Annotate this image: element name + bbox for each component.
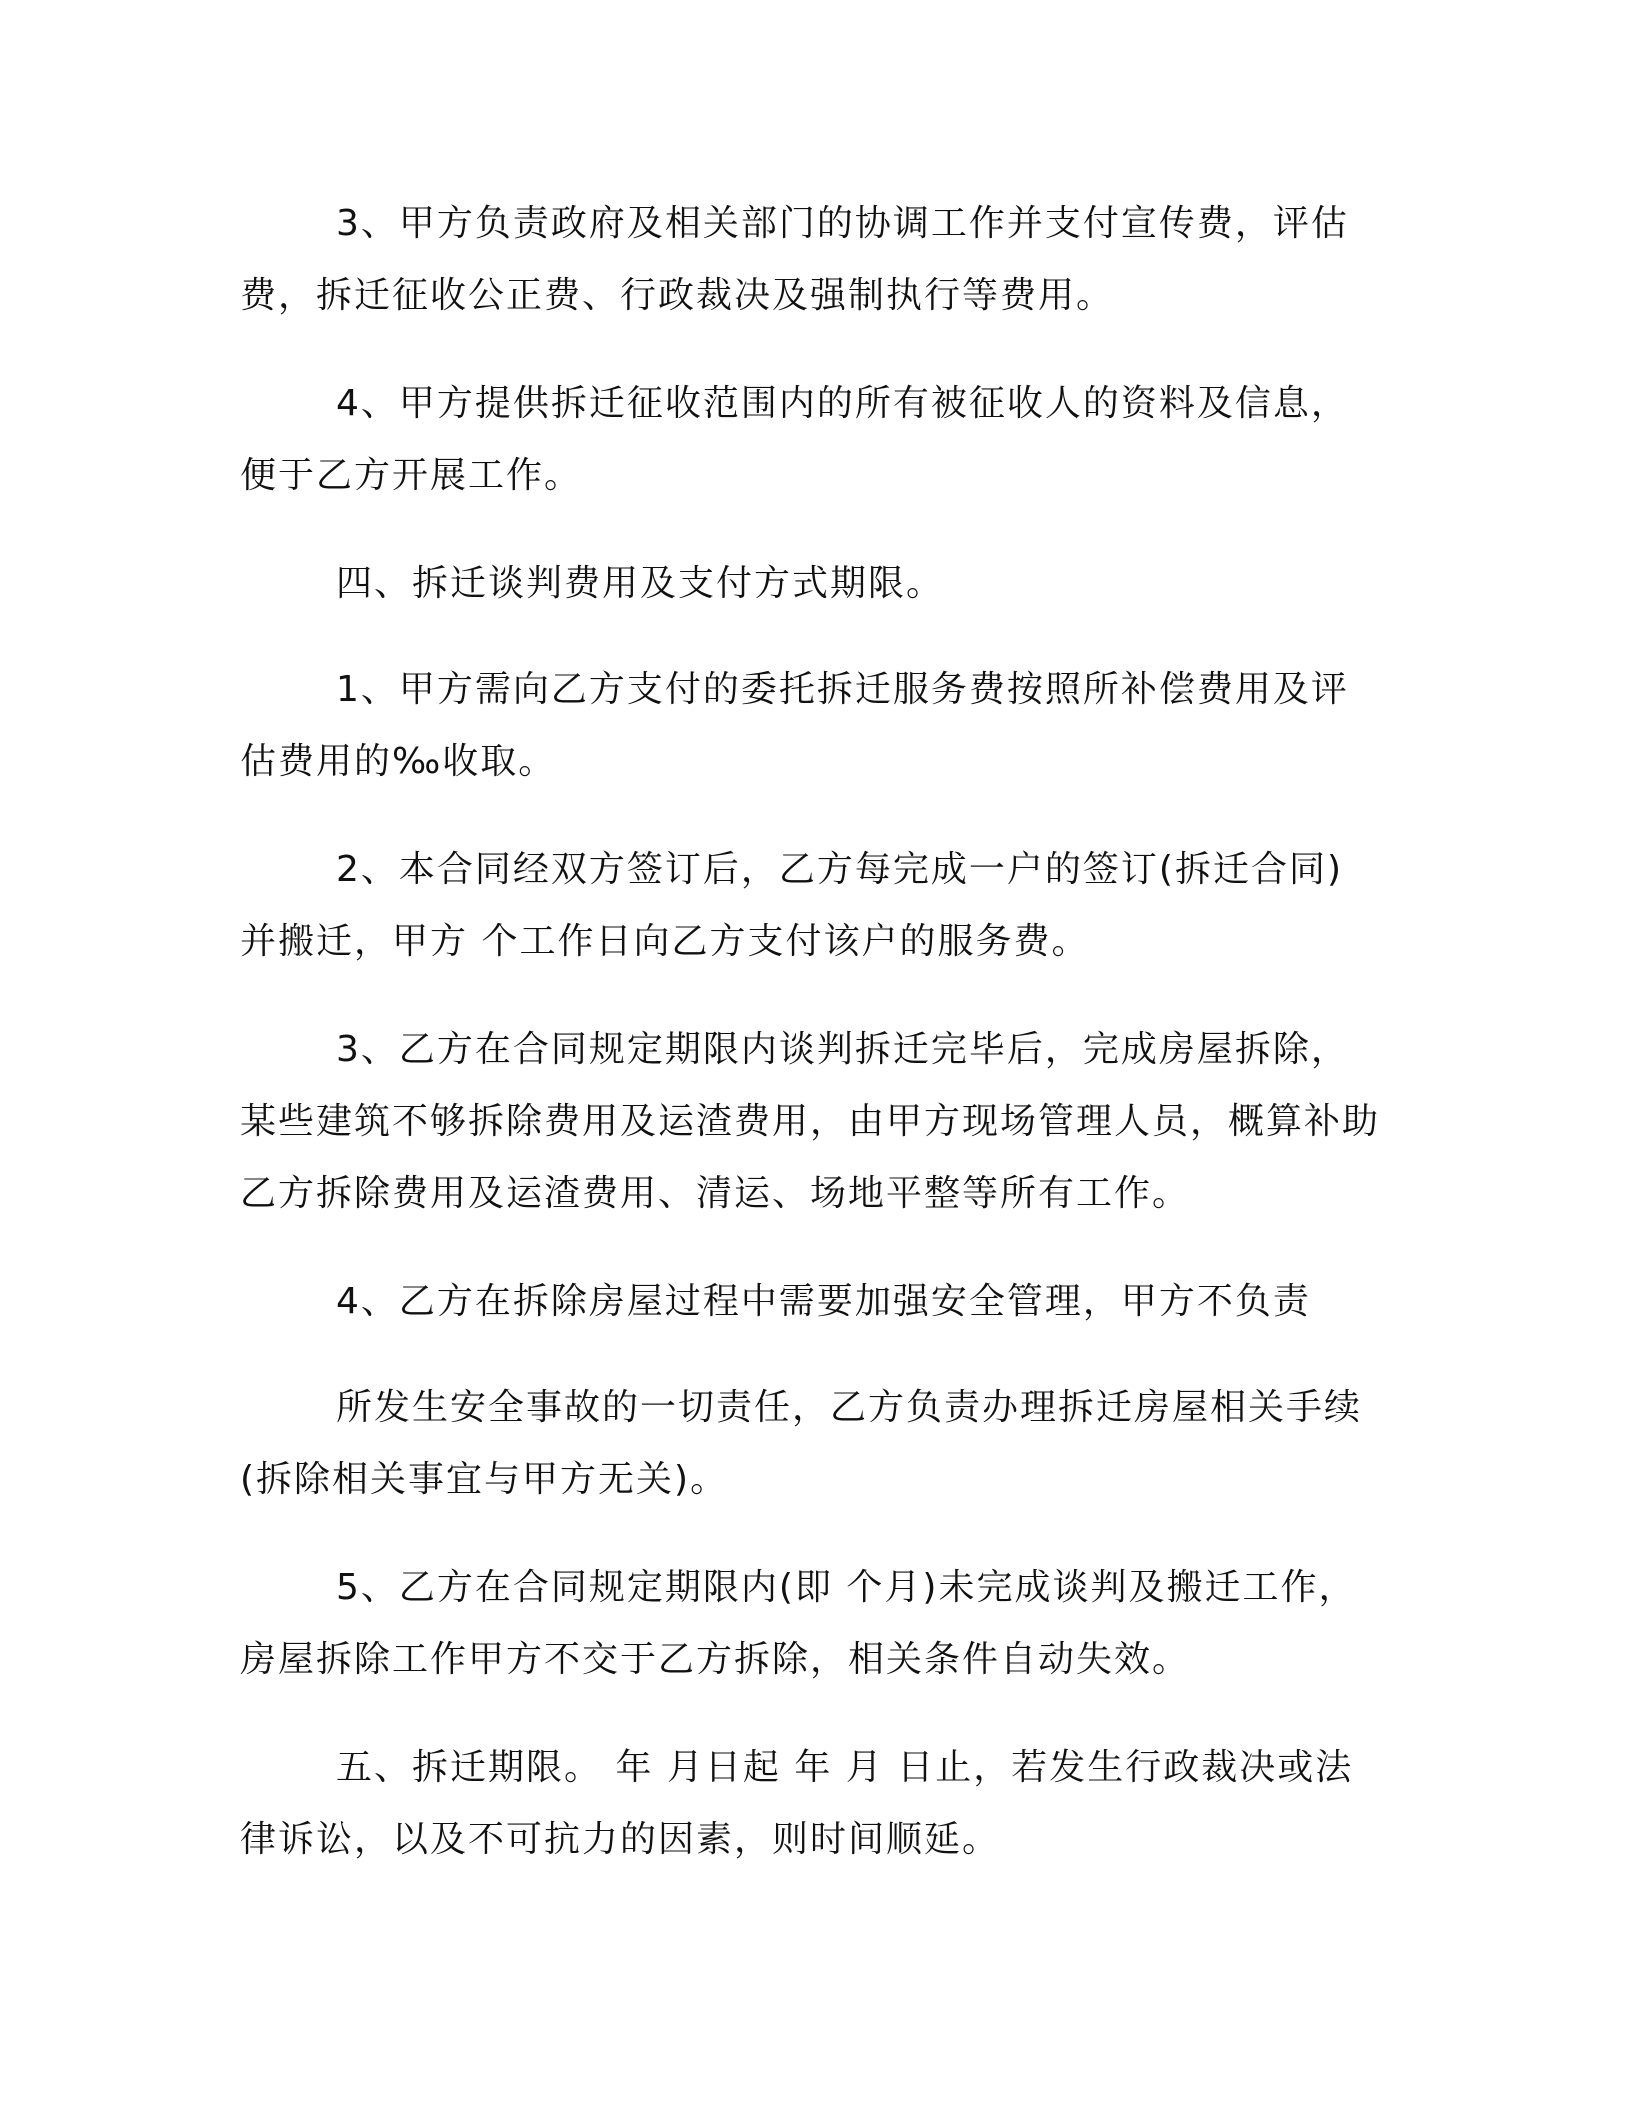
paragraph-payment-1: 1、甲方需向乙方支付的委托拆迁服务费按照所补偿费用及评估费用的‰收取。 xyxy=(240,669,1349,782)
paragraph-clause-3-government-fees: 3、甲方负责政府及相关部门的协调工作并支付宣传费，评估费，拆迁征收公正费、行政裁决及强制执行等费用。 xyxy=(240,203,1349,316)
paragraph-payment-4-continued: 所发生安全事故的一切责任，乙方负责办理拆迁房屋相关手续(拆除相关事宜与甲方无关)。 xyxy=(240,1387,1363,1500)
section-heading-four: 四、拆迁谈判费用及支付方式期限。 xyxy=(336,563,945,604)
paragraph-payment-3: 3、乙方在合同规定期限内谈判拆迁完毕后，完成房屋拆除，某些建筑不够拆除费用及运渣费用，由甲方现场管理人员，概算补助乙方拆除费用及运渣费用、清运、场地平整等所有工作。 xyxy=(240,1029,1381,1214)
section-heading-five: 五、拆迁期限。 年 月日起 年 月 日止，若发生行政裁决或法律诉讼，以及不可抗力的因素，则时间顺延。 xyxy=(240,1747,1354,1860)
paragraph-payment-5: 5、乙方在合同规定期限内(即 个月)未完成谈判及搬迁工作，房屋拆除工作甲方不交于乙方拆除，相关条件自动失效。 xyxy=(240,1567,1357,1680)
paragraph-clause-4-resident-info: 4、甲方提供拆迁征收范围内的所有被征收人的资料及信息，便于乙方开展工作。 xyxy=(240,383,1349,496)
paragraph-payment-4: 4、乙方在拆除房屋过程中需要加强安全管理，甲方不负责 xyxy=(336,1281,1311,1322)
paragraph-payment-2: 2、本合同经双方签订后，乙方每完成一户的签订(拆迁合同)并搬迁，甲方 个工作日向乙方支付该户的服务费。 xyxy=(240,849,1343,962)
